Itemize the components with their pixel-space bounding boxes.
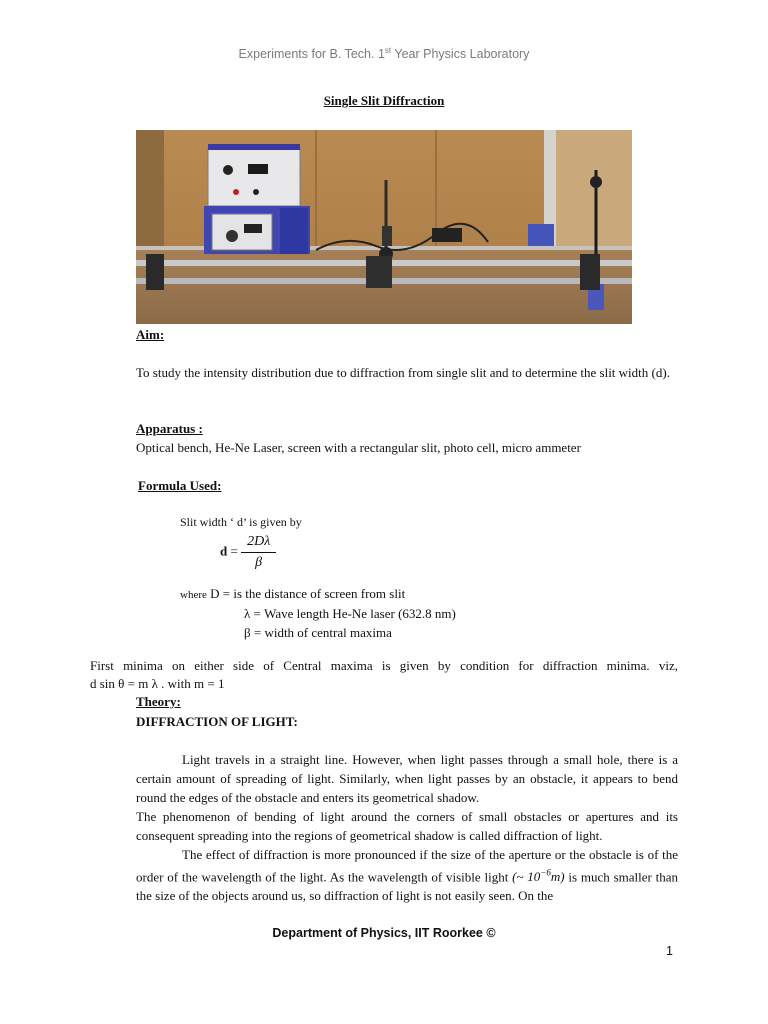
page-number: 1 xyxy=(666,944,673,958)
wavelength-expression: (~ $10^{-6}m$) xyxy=(512,868,565,885)
theory-heading: Theory: xyxy=(136,694,181,709)
theory-p3-end: is much smaller than the size of the objects around us, so diffraction of light is not easily seen. On the xyxy=(136,869,679,904)
formula-heading: Formula Used: xyxy=(138,478,222,493)
aim-heading: Aim: xyxy=(136,327,165,342)
running-header: Experiments for B. Tech. 1st Year Physics Laboratory xyxy=(238,46,530,62)
formula-fraction xyxy=(241,534,276,571)
formula-numerator: 2Dλ xyxy=(241,534,276,553)
department-footer: Department of Physics, IIT Roorkee © xyxy=(272,926,496,940)
theory-paragraph-1: Light travels in a straight line. However, when light passes through a small hole, there is a certain amount of spreading of light. Similarly, when light passes by an obstacle, it appears to bend round the edges of the obstacle and enters its geometrical shadow. xyxy=(136,752,678,805)
where-label: where xyxy=(180,589,207,601)
page-title: Single Slit Diffraction xyxy=(323,93,445,108)
where-d-text: D = is the distance of screen from slit xyxy=(210,586,406,601)
theory-p3-start: The effect of diffraction is more pronounced if the size of the aperture or the obstacle is of the order of the wavelength of the light. As the wavelength of visible light xyxy=(136,847,678,885)
formula-equals: = xyxy=(230,543,238,559)
where-lambda-text: λ = Wave length He-Ne laser (632.8 nm) xyxy=(244,606,456,621)
where-line-d xyxy=(180,586,405,602)
slit-width-formula xyxy=(220,534,276,571)
apparatus-heading: Apparatus : xyxy=(136,421,203,436)
minima-line-1: First minima on either side of Central maxima is given by condition for diffraction minima. viz, xyxy=(90,658,678,673)
apparatus-photo-graphic xyxy=(136,130,632,324)
diffraction-subheading: DIFFRACTION OF LIGHT: xyxy=(136,714,298,729)
formula-denominator: β xyxy=(255,555,263,570)
formula-intro: Slit width ‘ d’ is given by xyxy=(180,515,302,529)
where-beta-text: β = width of central maxima xyxy=(244,625,392,640)
theory-paragraph-3 xyxy=(136,845,678,905)
apparatus-photo xyxy=(136,130,632,324)
aim-text: To study the intensity distribution due to diffraction from single slit and to determine the slit width (d). xyxy=(136,365,670,380)
apparatus-text: Optical bench, He-Ne Laser, screen with a rectangular slit, photo cell, micro ammeter xyxy=(136,440,581,455)
theory-paragraph-2: The phenomenon of bending of light around the corners of small obstacles or apertures and its consequent spreading into the regions of geometrical shadow is called diffraction of light. xyxy=(136,809,678,843)
formula-lhs: d xyxy=(220,543,228,559)
minima-line-2: d sin θ = m λ . with m = 1 xyxy=(90,676,225,691)
